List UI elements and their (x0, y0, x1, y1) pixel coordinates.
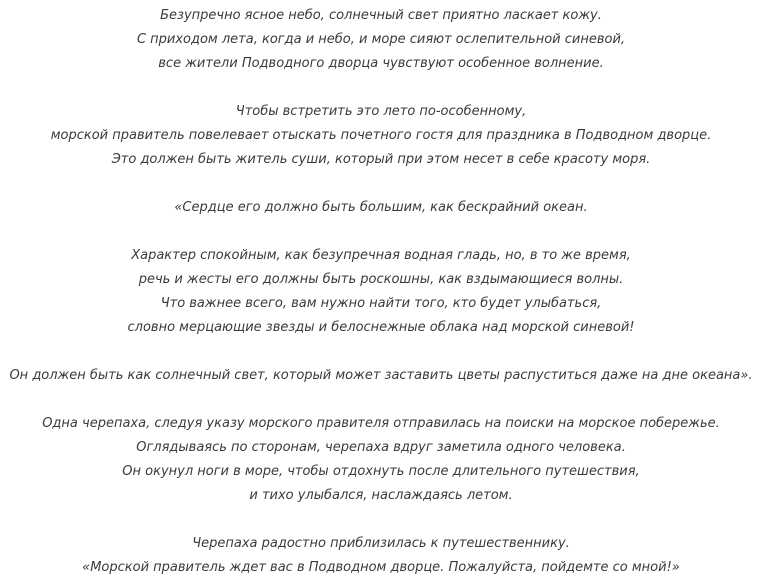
text-line: морской правитель повелевает отыскать почетного гостя для праздника в Подводном дворце. (50, 128, 712, 143)
text-line: Характер спокойным, как безупречная водная гладь, но, в то же время, (131, 248, 631, 263)
text-line: Черепаха радостно приблизилась к путешественнику. (192, 536, 570, 551)
paragraph-sunlight-quote (0, 364, 762, 388)
text-line: Безупречно ясное небо, солнечный свет приятно ласкает кожу. (160, 8, 602, 23)
paragraph-character-quote (0, 244, 762, 340)
text-line: словно мерцающие звезды и белоснежные облака над морской синевой! (127, 320, 635, 335)
text-line: все жители Подводного дворца чувствуют особенное волнение. (158, 56, 604, 71)
paragraph-summer-arrival (0, 4, 762, 76)
text-line: речь и жесты его должны быть роскошны, как вздымающиеся волны. (138, 272, 624, 287)
paragraph-royal-decree (0, 100, 762, 172)
paragraph-heart-quote (0, 196, 762, 220)
text-line: Он окунул ноги в море, чтобы отдохнуть после длительного путешествия, (122, 464, 640, 479)
text-line: С приходом лета, когда и небо, и море сияют ослепительной синевой, (136, 32, 626, 47)
text-line: Оглядываясь по сторонам, черепаха вдруг заметила одного человека. (136, 440, 626, 455)
text-line: Чтобы встретить это лето по-особенному, (235, 104, 527, 119)
text-line: Одна черепаха, следуя указу морского правителя отправилась на поиски на морское побережье. (42, 416, 720, 431)
text-line: «Сердце его должно быть большим, как бескрайний океан. (174, 200, 588, 215)
text-line: Что важнее всего, вам нужно найти того, кто будет улыбаться, (160, 296, 602, 311)
text-line: Это должен быть житель суши, который при этом несет в себе красоту моря. (111, 152, 651, 167)
text-line: и тихо улыбался, наслаждаясь летом. (249, 488, 513, 503)
text-line: «Морской правитель ждет вас в Подводном дворце. Пожалуйста, пойдемте со мной!» (82, 560, 680, 575)
paragraph-invitation (0, 532, 762, 580)
text-line: Он должен быть как солнечный свет, который может заставить цветы распуститься даже на дне океана». (9, 368, 753, 383)
paragraph-turtle-search (0, 412, 762, 508)
